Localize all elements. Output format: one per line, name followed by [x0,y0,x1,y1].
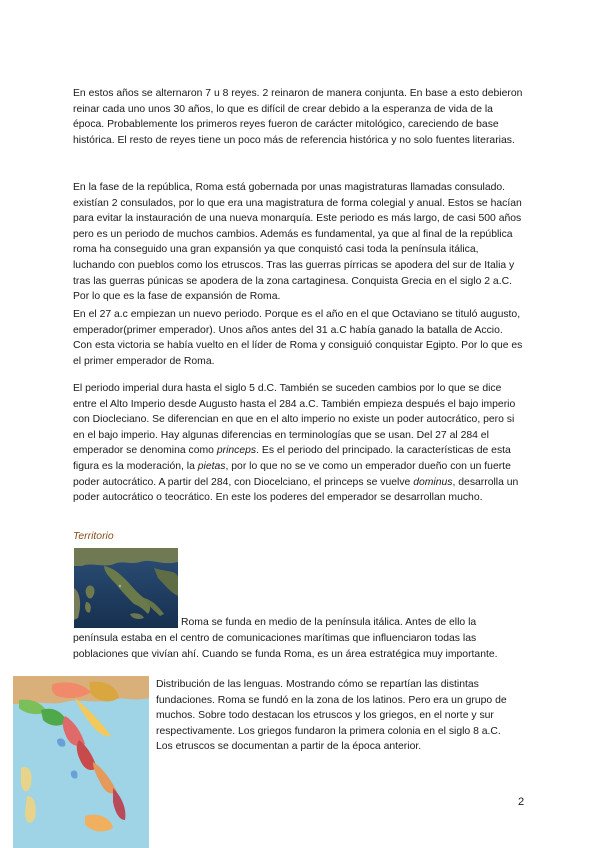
imperio-text-d: , desarrolla un poder autocrático o teocrático. En este los poderes del emperador se desarrollan mucho. [73,476,519,504]
paragraph-imperio [73,381,523,506]
paragraph-reyes: En estos años se alternaron 7 u 8 reyes. 2 reinaron de manera conjunta. En base a esto debieron reinar cada uno unos 30 años, lo que es difícil de crear debido a la esperanza de vida de la época. Probablemente los primeros reyes fueron de carácter mitológico, careciendo de base histórica. El resto de reyes tiene un poco más de referencia histórica y no solo fuentes literarias. [73,88,523,146]
imperio-text-c: , por lo que no se ve como un emperador dueño con un fuerte poder autocrático. A partir del 284, con Diocelciano, el princeps se vuelve [73,460,511,488]
language-distribution-text: Distribución de las lenguas. Mostrando cómo se repartían las distintas fundaciones. Roma se fundó en la zona de los latinos. Pero era un grupo de muchos. Sobre todo destacan los etruscos y los griegos, en el norte y sur respectivamente. Los griegos fundaron la primera colonia en el siglo 8 a.C. Los etruscos se documentan a partir de la época anterior. [156,679,507,753]
term-dominus: dominus [413,476,453,488]
term-princeps: princeps [216,445,257,457]
paragraph-republica: En la fase de la república, Roma está gobernada por unas magistraturas llamadas consulado. existían 2 consulados, por lo que era una magistratura de forma colegial y anual. Estos se hacían para evitar la instauración de una nueva monarquía. Este periodo es más largo, de casi 500 años pero es un periodo de muchos cambios. Además es fundamental, ya que al final de la república roma ha conseguido una gran expansión ya que conquistó casi toda la península itálica, luchando con pueblos como los etruscos. Tras las guerras pírricas se apodera del sur de Italia y tras las guerras púnicas se apodera de la zona cartaginesa. Conquista Grecia en el siglo 2 a.C. Por lo que es la fase de expansión de Roma. [73,182,522,303]
imperio-text-a: El periodo imperial dura hasta el siglo 5 d.C. También se suceden cambios por lo que se dice entre el Alto Imperio desde Augusto hasta el 284 a.C. También empieza después el bajo imperio con Diocleciano. Se diferencian en que en el alto imperio no existe un poder autocrático, pero si en el bajo imperio. Hay algunas diferencias en terminologías que se usan. Del 27 al 284 el emperador se denomina como [73,383,516,457]
map1-caption: Roma se funda en medio de la península itálica. Antes de ello la [181,617,477,628]
page-number: 2 [518,796,525,808]
paragraph-augusto: En el 27 a.c empiezan un nuevo periodo. Porque es el año en el que Octaviano se tituló augusto, emperador(primer emperador). Unos años antes del 31 a.C había ganado la batalla de Accio. Con esta victoria se había vuelto en el líder de Roma y consiguió conquistar Egipto. Por lo que es el primer emperador de Roma. [73,309,523,367]
satellite-map-italy [74,548,178,628]
section-heading-territorio: Territorio [73,531,114,542]
term-pietas: pietas [197,460,226,472]
map1-paragraph-continuation: península estaba en el centro de comunicaciones marítimas que influenciaron todas las poblaciones que vivían ahí. Cuando se funda Roma, es un área estratégica muy importante. [73,633,498,660]
imperio-text-b: . Es el periodo del principado. la características de esta figura es la moderación, la [73,445,511,472]
language-distribution-map [13,676,149,848]
